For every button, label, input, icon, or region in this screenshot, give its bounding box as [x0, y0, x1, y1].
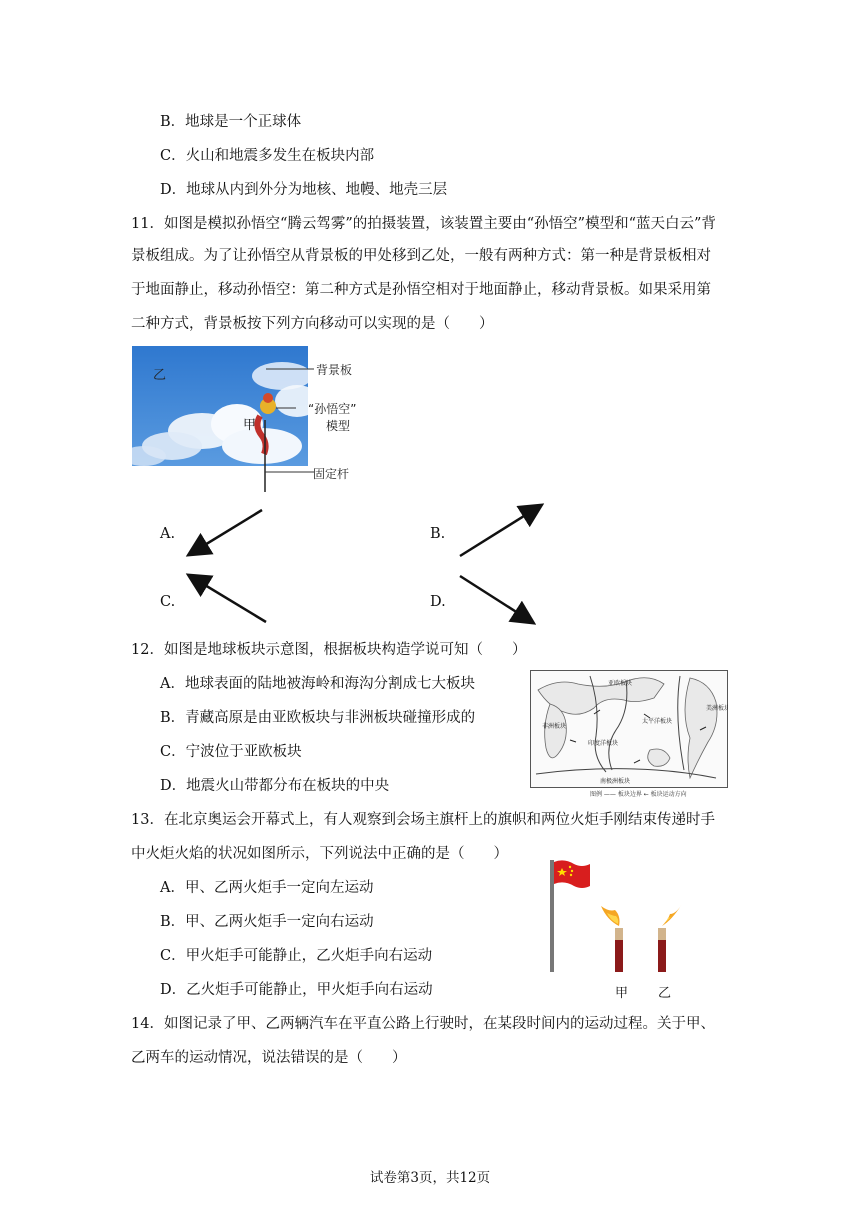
- page-footer: 试卷第3页，共12页: [369, 1170, 491, 1186]
- map-label-pacific: 太平洋板块: [642, 718, 673, 725]
- q13-stem-line-1: 13．在北京奥运会开幕式上，有人观察到会场主旗杆上的旗帜和两位火炬手刚结束传递时手: [131, 812, 715, 828]
- torch-jia: [601, 906, 623, 972]
- arrow-a: [190, 510, 262, 554]
- map-legend: 图例 —— 板块边界 ← 板块运动方向: [590, 791, 687, 798]
- q11-label-model-2: 模型: [326, 419, 351, 433]
- q11-option-d: D.: [430, 594, 446, 610]
- q11-option-b: B.: [430, 526, 446, 542]
- q11-label-jia: 甲: [243, 418, 257, 433]
- q11-stem-line-3: 于地面静止，移动孙悟空：第二种方式是孙悟空相对于地面静止，移动背景板。如果采用第: [131, 282, 711, 298]
- q12-stem: 12．如图是地球板块示意图，根据板块构造学说可知（ ）: [131, 642, 527, 658]
- q14-stem-line-2: 乙两车的运动情况，说法错误的是（ ）: [131, 1050, 407, 1066]
- q11-label-board: 背景板: [316, 363, 353, 377]
- map-label-indian: 印度洋板块: [588, 740, 619, 747]
- q12-option-a: A．地球表面的陆地被海岭和海沟分割成七大板块: [160, 676, 475, 692]
- arrow-b: [460, 506, 540, 556]
- map-label-africa: 非洲板块: [542, 723, 567, 730]
- q10-option-d: D．地球从内到外分为地核、地幔、地壳三层: [160, 182, 448, 198]
- plate-map: [530, 670, 728, 798]
- map-label-americas: 美洲板块: [706, 705, 728, 712]
- q11-label-yi: 乙: [153, 368, 167, 383]
- q13-flag-and-torches: [544, 856, 694, 976]
- q11-option-a: A.: [160, 526, 176, 542]
- q10-option-b: B．地球是一个正球体: [160, 114, 302, 130]
- q13-label-jia: 甲: [615, 986, 629, 1001]
- q13-option-d: D．乙火炬手可能静止，甲火炬手向右运动: [160, 982, 433, 998]
- q13-option-b: B．甲、乙两火炬手一定向右运动: [160, 914, 374, 930]
- flag: [554, 860, 590, 888]
- flagpole: [550, 860, 554, 972]
- q11-stem-line-4: 二种方式，背景板按下列方向移动可以实现的是（ ）: [131, 316, 494, 332]
- q13-option-a: A．甲、乙两火炬手一定向左运动: [160, 880, 374, 896]
- q11-stem-line-1: 11．如图是模拟孙悟空“腾云驾雾”的拍摄装置，该装置主要由“孙悟空”模型和“蓝天白云”背: [131, 216, 716, 232]
- q13-label-yi: 乙: [658, 986, 672, 1001]
- q13-stem-line-2: 中火炬火焰的状况如图所示，下列说法中正确的是（ ）: [131, 846, 508, 862]
- arrow-c: [190, 576, 266, 622]
- q12-option-b: B．青藏高原是由亚欧板块与非洲板块碰撞形成的: [160, 710, 476, 726]
- q13-option-c: C．甲火炬手可能静止，乙火炬手向右运动: [160, 948, 433, 964]
- q11-label-model-1: “孙悟空”: [308, 402, 357, 416]
- q12-option-c: C．宁波位于亚欧板块: [160, 744, 302, 760]
- arrow-d: [460, 576, 532, 622]
- q11-option-c: C.: [160, 594, 176, 610]
- torch-yi: [658, 904, 682, 972]
- map-label-eurasia: 亚欧板块: [608, 680, 633, 687]
- map-label-antarctic: 南极洲板块: [600, 778, 631, 785]
- q11-stem-line-2: 景板组成。为了让孙悟空从背景板的甲处移到乙处，一般有两种方式：第一种是背景板相对: [131, 248, 711, 264]
- q11-label-rod: 固定杆: [313, 467, 350, 481]
- q12-option-d: D．地震火山带都分布在板块的中央: [160, 778, 390, 794]
- q14-stem-line-1: 14．如图记录了甲、乙两辆汽车在平直公路上行驶时，在某段时间内的运动过程。关于甲、: [131, 1016, 715, 1032]
- q10-option-c: C．火山和地震多发生在板块内部: [160, 148, 375, 164]
